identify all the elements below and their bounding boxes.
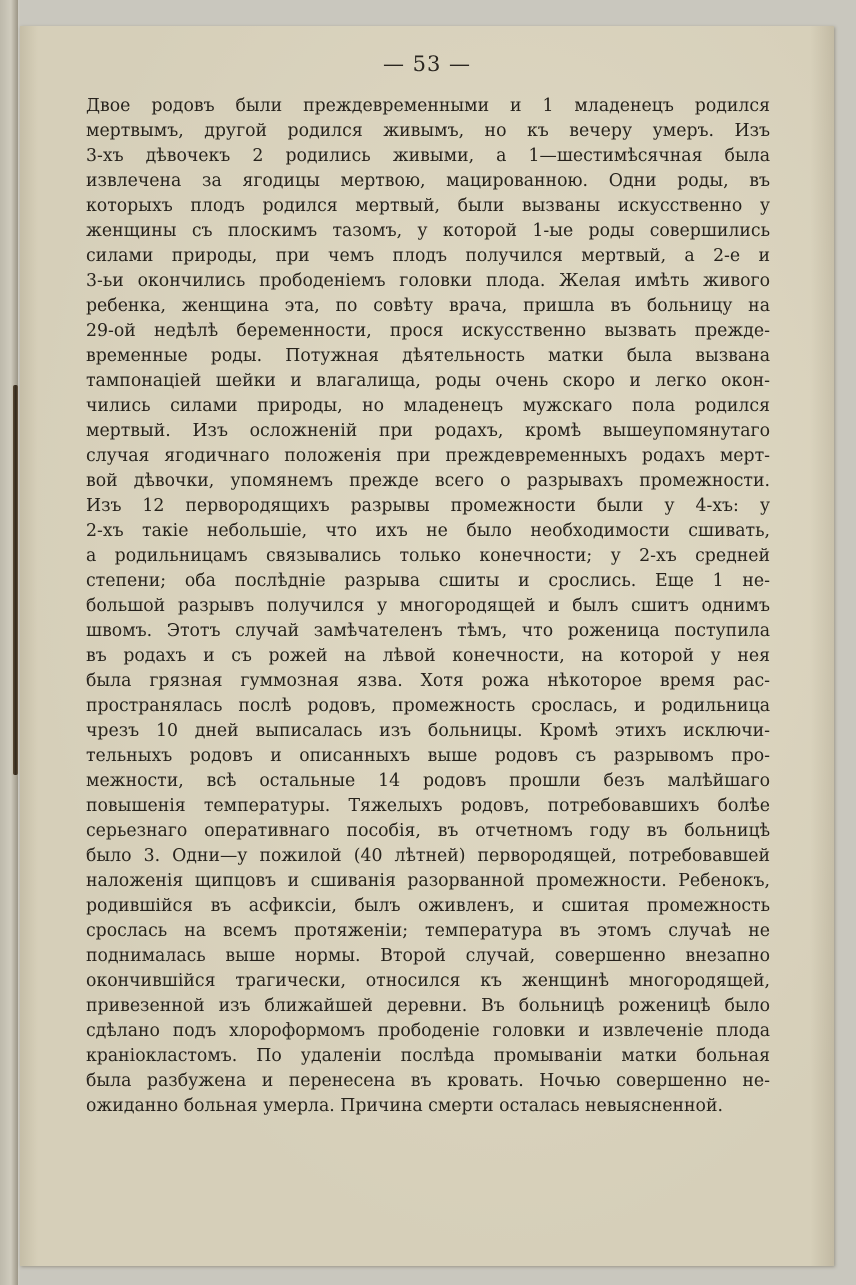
text-line: была разбужена и перенесена въ кровать. Ночью совершенно не- <box>86 1071 770 1091</box>
text-line: степени; оба послѣднiе разрыва сшиты и срослись. Еще 1 не- <box>86 571 770 591</box>
text-line: большой разрывъ получился у многородящей и былъ сшитъ однимъ <box>86 596 770 616</box>
text-line: было 3. Одни—у пожилой (40 лѣтней) первородящей, потребовавшей <box>86 846 770 866</box>
text-line: кранiокластомъ. По удаленiи послѣда промыванiи матки больная <box>86 1046 770 1066</box>
text-line: вой дѣвочки, упомянемъ прежде всего о разрывахъ промежности. <box>86 471 770 491</box>
text-line: 3-хъ дѣвочекъ 2 родились живыми, а 1—шестимѣсячная была <box>86 146 770 166</box>
page-body-text <box>86 94 770 1119</box>
text-line: временные роды. Потужная дѣятельность матки была вызвана <box>86 346 770 366</box>
page-number: — 53 — <box>382 52 472 76</box>
text-line: мертвымъ, другой родился живымъ, но къ вечеру умеръ. Изъ <box>86 121 770 141</box>
text-line: чились силами природы, но младенецъ мужскаго пола родился <box>86 396 770 416</box>
binding-thread <box>13 385 18 775</box>
text-line: швомъ. Этотъ случай замѣчателенъ тѣмъ, что роженица поступила <box>86 621 770 641</box>
text-line: была грязная гуммозная язва. Хотя рожа нѣкоторое время рас- <box>86 671 770 691</box>
text-line: которыхъ плодъ родился мертвый, были вызваны искусственно у <box>86 196 770 216</box>
text-line: извлечена за ягодицы мертвою, мацированною. Одни роды, въ <box>86 171 770 191</box>
text-line: срослась на всемъ протяженiи; температура въ этомъ случаѣ не <box>86 921 770 941</box>
text-line: межности, всѣ остальные 14 родовъ прошли безъ малѣйшаго <box>86 771 770 791</box>
text-line: пространялась послѣ родовъ, промежность срослась, и родильница <box>86 696 770 716</box>
text-line: серьезнаго оперативнаго пособiя, въ отчетномъ году въ больницѣ <box>86 821 770 841</box>
text-line: Изъ 12 первородящихъ разрывы промежности были у 4-хъ: у <box>86 496 770 516</box>
text-line: окончившiйся трагически, относился къ женщинѣ многородящей, <box>86 971 770 991</box>
text-line: мертвый. Изъ осложненiй при родахъ, кромѣ вышеупомянутаго <box>86 421 770 441</box>
text-line: случая ягодичнаго положенiя при преждевременныхъ родахъ мерт- <box>86 446 770 466</box>
text-line: 3-ьи окончились прободенiемъ головки плода. Желая имѣть живого <box>86 271 770 291</box>
text-line: поднималась выше нормы. Второй случай, совершенно внезапно <box>86 946 770 966</box>
text-line: ребенка, женщина эта, по совѣту врача, пришла въ больницу на <box>86 296 770 316</box>
text-line: Двое родовъ были преждевременными и 1 младенецъ родился <box>86 96 770 116</box>
text-line: чрезъ 10 дней выписалась изъ больницы. Кромѣ этихъ исключи- <box>86 721 770 741</box>
text-line: тельныхъ родовъ и описанныхъ выше родовъ съ разрывомъ про- <box>86 746 770 766</box>
text-line: тампонацiей шейки и влагалища, роды очень скоро и легко окон- <box>86 371 770 391</box>
book-page <box>20 26 834 1266</box>
text-line: а родильницамъ связывались только конечности; у 2-хъ средней <box>86 546 770 566</box>
text-line: 2-хъ такiе небольшiе, что ихъ не было необходимости сшивать, <box>86 521 770 541</box>
text-line: ожиданно больная умерла. Причина смерти осталась невыясненной. <box>86 1096 723 1116</box>
text-line: привезенной изъ ближайшей деревни. Въ больницѣ роженицѣ было <box>86 996 770 1016</box>
text-line: наложенiя щипцовъ и сшиванiя разорванной промежности. Ребенокъ, <box>86 871 770 891</box>
text-line: женщины съ плоскимъ тазомъ, у которой 1-ые роды совершились <box>86 221 770 241</box>
text-line: 29-ой недѣлѣ беременности, прося искусственно вызвать прежде- <box>86 321 770 341</box>
text-line: сдѣлано подъ хлороформомъ прободенiе головки и извлеченiе плода <box>86 1021 770 1041</box>
text-line: силами природы, при чемъ плодъ получился мертвый, а 2-е и <box>86 246 770 266</box>
text-line: родившiйся въ асфиксiи, былъ оживленъ, и сшитая промежность <box>86 896 770 916</box>
text-line: повышенiя температуры. Тяжелыхъ родовъ, потребовавшихъ болѣе <box>86 796 770 816</box>
text-line: въ родахъ и съ рожей на лѣвой конечности, на которой у нея <box>86 646 770 666</box>
